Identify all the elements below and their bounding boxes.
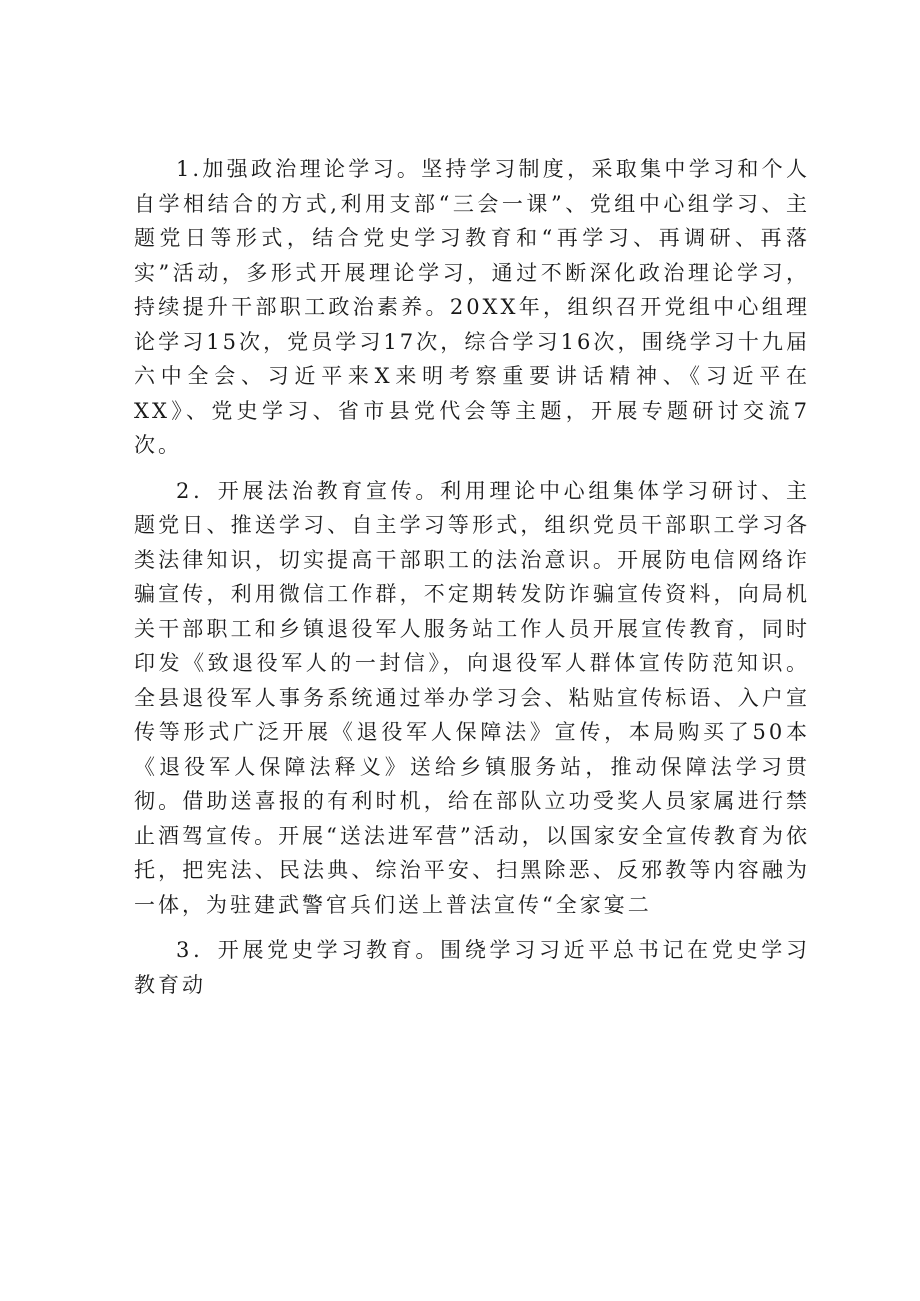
paragraph-heading: 1.加强政治理论学习。 [176, 157, 422, 181]
document-body [134, 152, 810, 1002]
paragraph-text: 坚持学习制度，采取集中学习和个人自学相结合的方式,利用支部“三会一课”、党组中心组学习、主题党日等形式，结合党史学习教育和“再学习、再调研、再落实”活动，多形式开展理论学习，通过不断深化政治理论学习，持续提升干部职工政治素养。20XX年，组织召开党组中心组理论学习15次，党员学习17次，综合学习16次，围绕学习十九届六中全会、习近平来X来明考察重要讲话精神、《习近平在XX》、党史学习、省市县党代会等主题，开展专题研讨交流7次。 [134, 157, 810, 457]
paragraph-text: 围绕学习习近平总书记在党史学习教育动 [134, 938, 810, 997]
paragraph-legal-education [134, 474, 810, 923]
paragraph-heading: 3．开展党史学习教育。 [176, 938, 441, 962]
paragraph-heading: 2．开展法治教育宣传。 [176, 478, 441, 503]
paragraph-party-history-education [134, 933, 810, 1002]
paragraph-political-theory-study [134, 152, 810, 463]
paragraph-text: 利用理论中心组集体学习研讨、主题党日、推送学习、自主学习等形式，组织党员干部职工学习各类法律知识，切实提高干部职工的法治意识。开展防电信网络诈骗宣传，利用微信工作群，不定期转发防诈骗宣传资料，向局机关干部职工和乡镇退役军人服务站工作人员开展宣传教育，同时印发《致退役军人的一封信》，向退役军人群体宣传防范知识。全县退役军人事务系统通过举办学习会、粘贴宣传标语、入户宣传等形式广泛开展《退役军人保障法》宣传，本局购买了50本《退役军人保障法释义》送给乡镇服务站，推动保障法学习贯彻。借助送喜报的有利时机，给在部队立功受奖人员家属进行禁止酒驾宣传。开展“送法进军营”活动，以国家安全宣传教育为依托，把宪法、民法典、综治平安、扫黑除恶、反邪教等内容融为一体，为驻建武警官兵们送上普法宣传“全家宴二 [134, 478, 810, 917]
